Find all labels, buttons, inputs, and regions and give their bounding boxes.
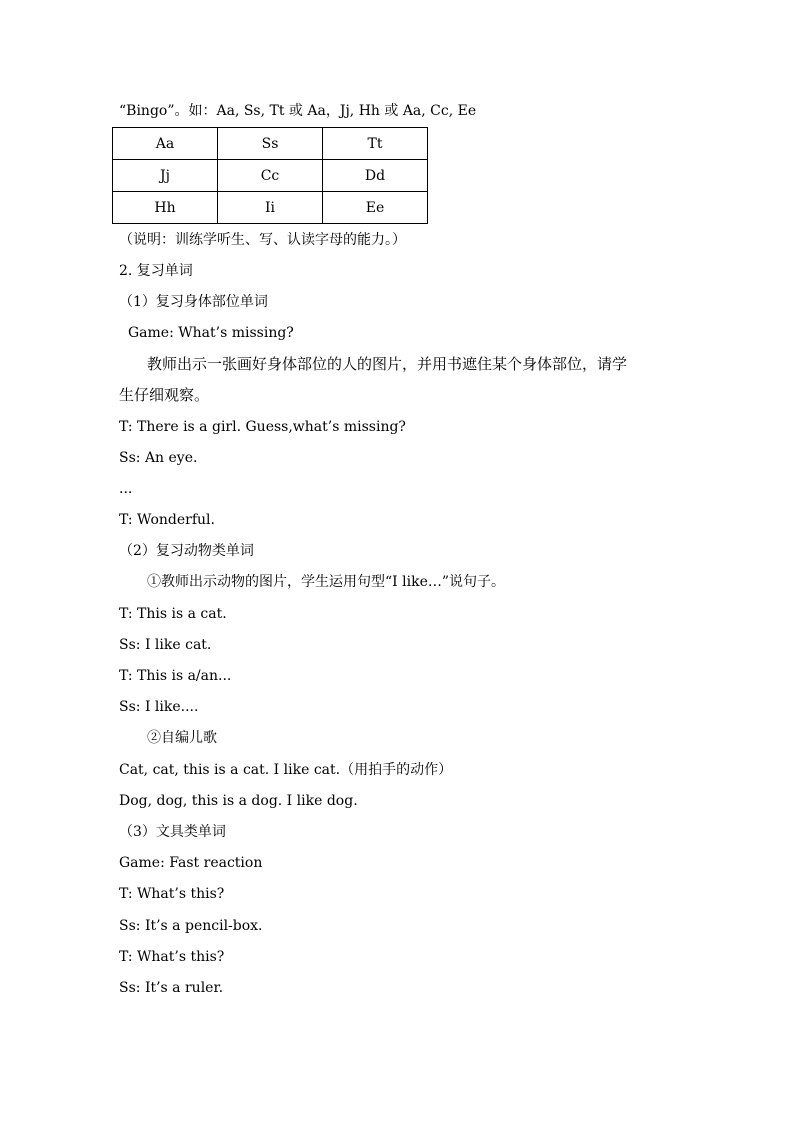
dialogue-line: T: There is a girl. Guess,what’s missing? [119,419,406,435]
dialogue-line: ... [119,481,133,497]
table-cell: Dd [323,160,428,192]
table-cell: Ii [218,192,323,224]
dialogue-line: Ss: It’s a ruler. [119,980,224,996]
game-title: Game: What’s missing? [128,325,294,341]
intro-line: “Bingo”。如：Aa, Ss, Tt 或 Aa，Jj, Hh 或 Aa, Cc, Ee [119,103,477,119]
step-line: ②自编儿歌 [147,730,217,746]
dialogue-line: T: Wonderful. [119,512,215,528]
bingo-table [112,127,428,224]
table-cell: Ss [218,128,323,160]
dialogue-line: Ss: An eye. [119,450,198,466]
dialogue-line: Ss: I like.... [119,699,199,715]
paragraph-line: 教师出示一张画好身体部位的人的图片，并用书遮住某个身体部位，请学 [147,355,628,373]
dialogue-line: Ss: I like cat. [119,637,212,653]
game-title: Game: Fast reaction [119,855,263,871]
table-cell: Ee [323,192,428,224]
table-cell: Jj [113,160,218,192]
dialogue-line: T: This is a/an... [119,668,232,684]
note-line: （说明：训练学听生、写、认读字母的能力。） [119,232,406,248]
dialogue-line: T: This is a cat. [119,606,227,622]
subsection-heading: （1）复习身体部位单词 [119,294,268,310]
subsection-heading: （2）复习动物类单词 [119,543,254,559]
dialogue-line: T: What’s this? [119,886,225,902]
table-row [113,128,428,160]
table-cell: Cc [218,160,323,192]
subsection-heading: （3）文具类单词 [119,824,226,840]
table-cell: Aa [113,128,218,160]
table-cell: Tt [323,128,428,160]
chant-line: Dog, dog, this is a dog. I like dog. [119,793,358,809]
step-line: ①教师出示动物的图片，学生运用句型“I like…”说句子。 [147,574,506,590]
dialogue-line: T: What’s this? [119,949,225,965]
paragraph-line: 生仔细观察。 [119,386,210,404]
section-heading: 2. 复习单词 [119,263,193,279]
table-row [113,160,428,192]
chant-line: Cat, cat, this is a cat. I like cat.（用拍手的动作） [119,762,453,778]
table-row [113,192,428,224]
table-cell: Hh [113,192,218,224]
dialogue-line: Ss: It’s a pencil-box. [119,918,263,934]
